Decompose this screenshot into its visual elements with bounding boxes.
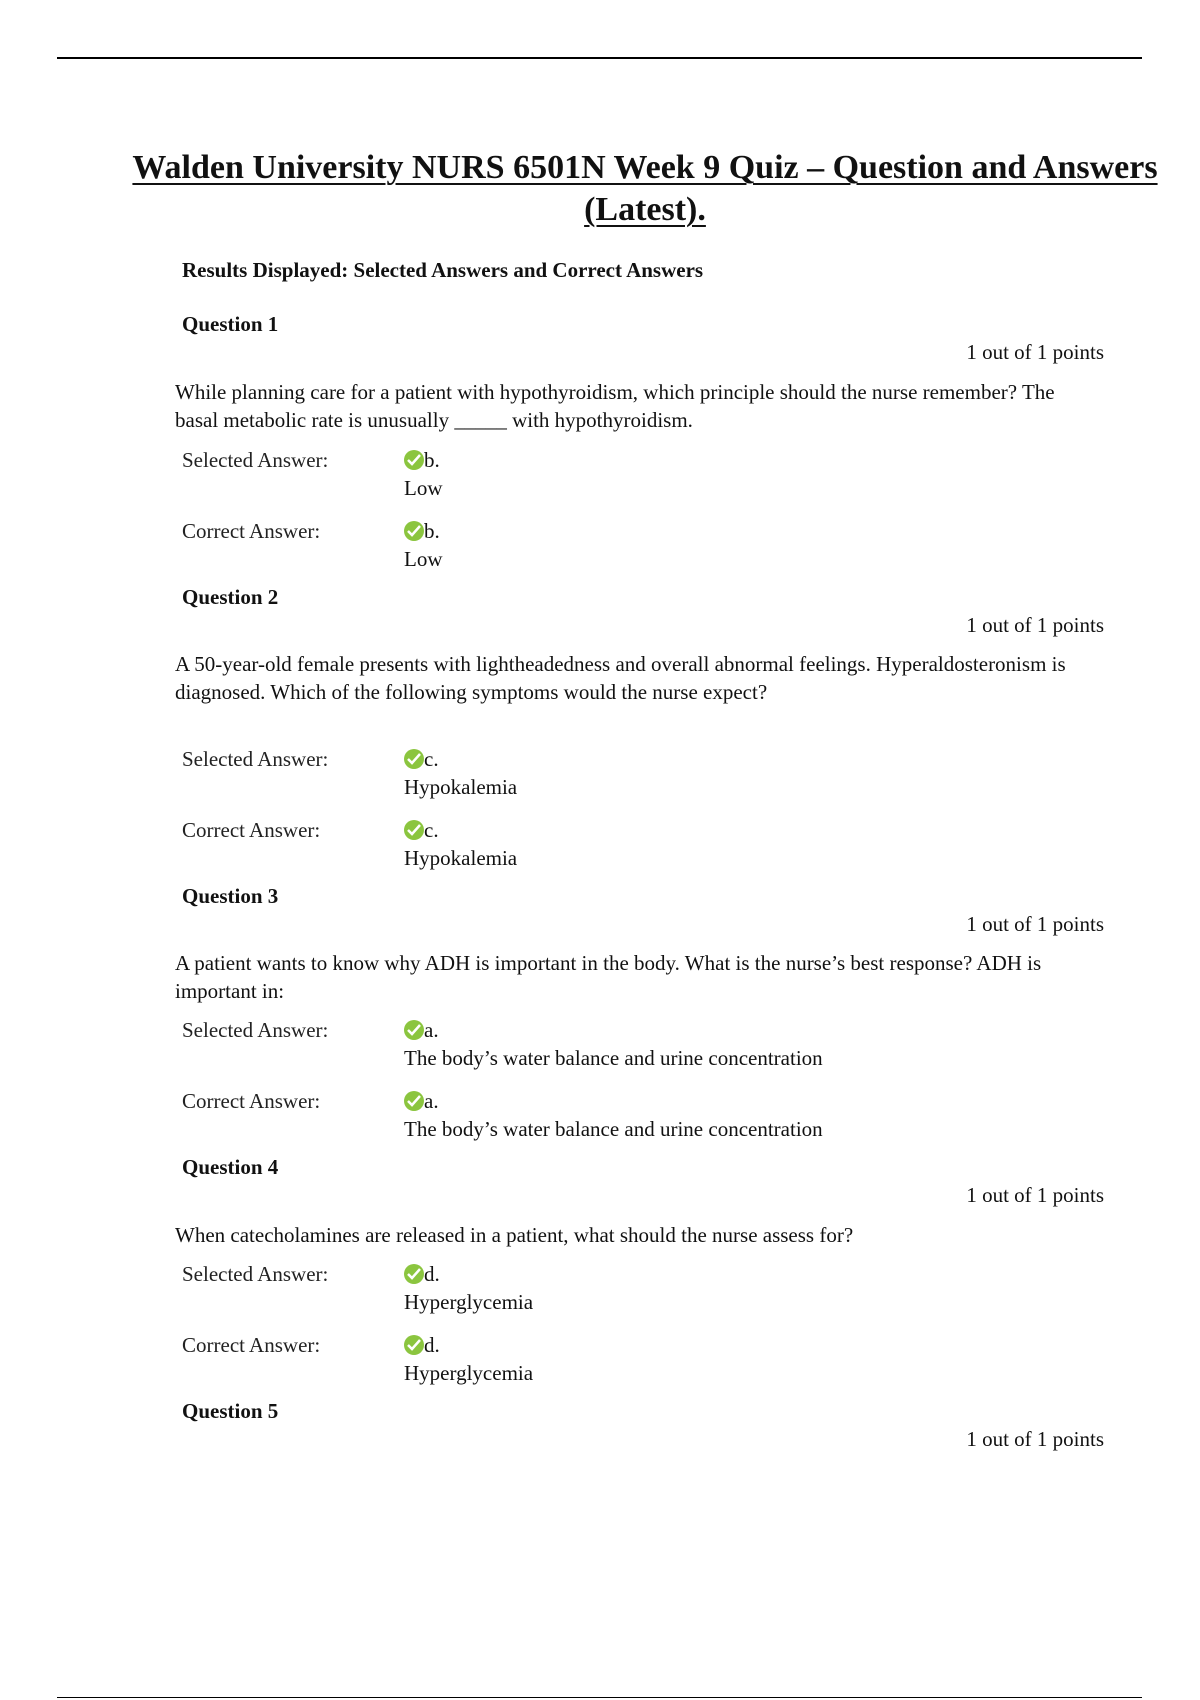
question-label: Question 4 — [182, 1155, 279, 1179]
question-label: Question 5 — [182, 1399, 279, 1423]
correct-answer-label: Correct Answer: — [182, 519, 321, 543]
results-displayed-heading: Results Displayed: Selected Answers and Correct Answers — [182, 258, 704, 282]
correct-answer-letter: c. — [404, 818, 439, 843]
correct-answer-text: Hypokalemia — [404, 846, 518, 870]
question-label: Question 2 — [182, 585, 279, 609]
correct-answer-label: Correct Answer: — [182, 818, 321, 842]
question-text: A 50-year-old female presents with lightheadedness and overall abnormal feelings. Hyperaldosteronism is diagnosed. Which of the following symptoms would the nurse expect? — [175, 652, 1066, 704]
selected-answer-label: Selected Answer: — [182, 1018, 329, 1042]
selected-answer-letter: a. — [404, 1018, 439, 1043]
check-circle-icon — [404, 1335, 424, 1355]
question-points: 1 out of 1 points — [966, 912, 1104, 936]
question-text: A patient wants to know why ADH is important in the body. What is the nurse’s best response? ADH is important in: — [175, 951, 1042, 1003]
selected-answer-text: Hypokalemia — [404, 775, 518, 799]
check-circle-icon — [404, 521, 424, 541]
selected-answer-letter: d. — [404, 1262, 440, 1287]
selected-answer-label: Selected Answer: — [182, 448, 329, 472]
question-label: Question 1 — [182, 312, 279, 336]
selected-answer-letter: b. — [404, 448, 440, 473]
check-circle-icon — [404, 450, 424, 470]
top-rule — [57, 57, 1142, 59]
bottom-rule — [57, 1697, 1142, 1698]
question-points: 1 out of 1 points — [966, 1427, 1104, 1451]
question-points: 1 out of 1 points — [966, 613, 1104, 637]
correct-answer-text: Low — [404, 547, 443, 571]
selected-answer-text: The body’s water balance and urine concentration — [404, 1046, 823, 1070]
correct-answer-text: The body’s water balance and urine concentration — [404, 1117, 823, 1141]
correct-answer-letter: a. — [404, 1089, 439, 1114]
selected-answer-text: Hyperglycemia — [404, 1290, 534, 1314]
correct-answer-label: Correct Answer: — [182, 1333, 321, 1357]
question-points: 1 out of 1 points — [966, 1183, 1104, 1207]
correct-answer-letter: b. — [404, 519, 440, 544]
selected-answer-letter: c. — [404, 747, 439, 772]
check-circle-icon — [404, 1020, 424, 1040]
question-text: When catecholamines are released in a patient, what should the nurse assess for? — [175, 1223, 854, 1247]
check-circle-icon — [404, 1264, 424, 1284]
check-circle-icon — [404, 749, 424, 769]
correct-answer-text: Hyperglycemia — [404, 1361, 534, 1385]
selected-answer-text: Low — [404, 476, 443, 500]
check-circle-icon — [404, 1091, 424, 1111]
correct-answer-label: Correct Answer: — [182, 1089, 321, 1113]
selected-answer-label: Selected Answer: — [182, 1262, 329, 1286]
check-circle-icon — [404, 820, 424, 840]
question-label: Question 3 — [182, 884, 279, 908]
question-text: While planning care for a patient with hypothyroidism, which principle should the nurse remember? The basal metabolic rate is unusually _____ with hypothyroidism. — [175, 380, 1055, 432]
selected-answer-label: Selected Answer: — [182, 747, 329, 771]
document-title: Walden University NURS 6501N Week 9 Quiz – Question and Answers (Latest). — [132, 149, 1158, 228]
question-points: 1 out of 1 points — [966, 340, 1104, 364]
correct-answer-letter: d. — [404, 1333, 440, 1358]
